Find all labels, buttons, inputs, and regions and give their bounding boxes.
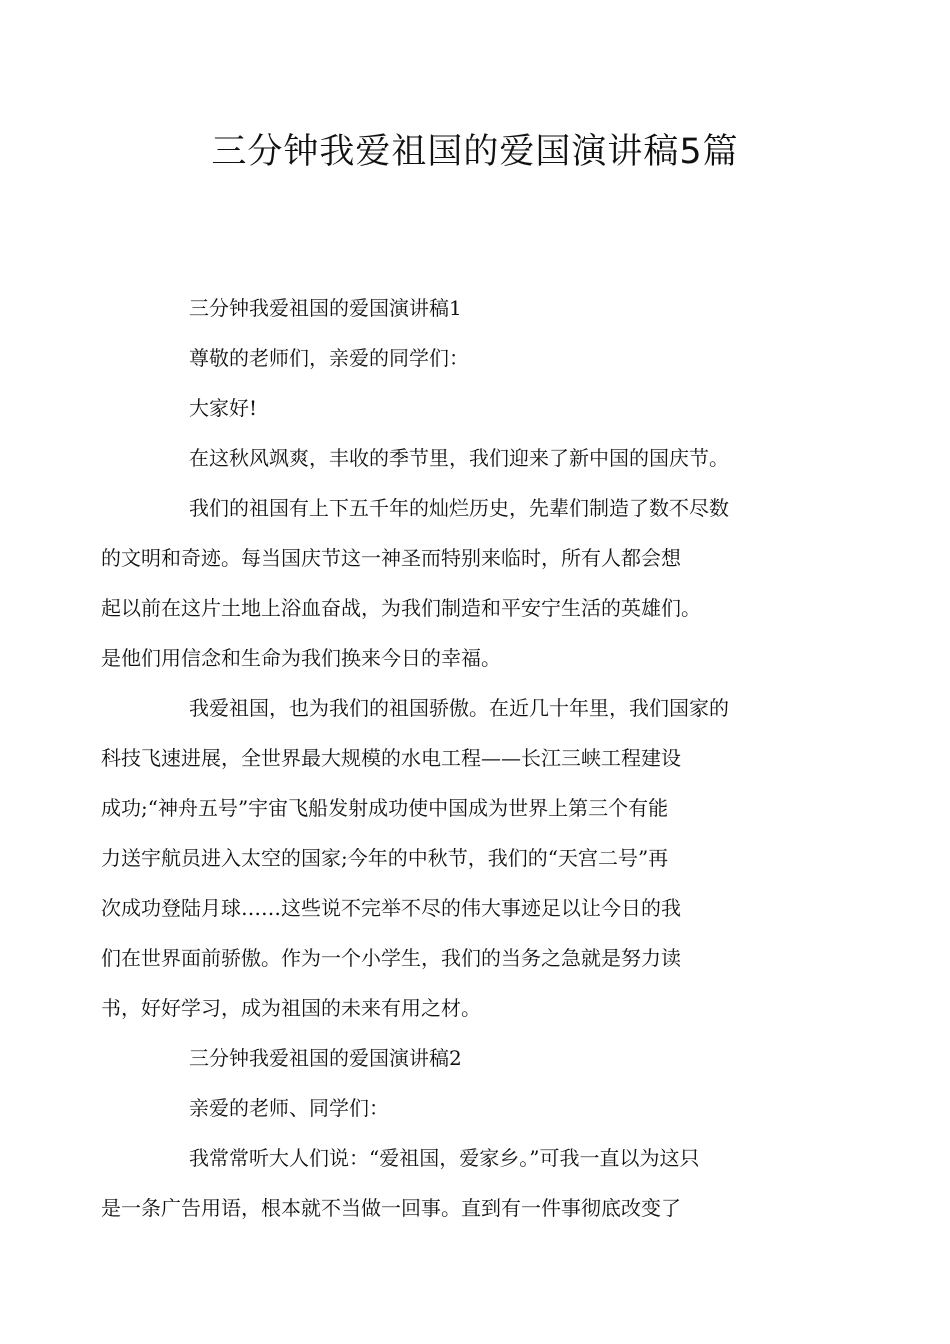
greeting — [145, 383, 810, 433]
text-line: 在这秋风飒爽，丰收的季节里，我们迎来了新中国的国庆节。 — [189, 446, 729, 470]
text-line: 三分钟我爱祖国的爱国演讲稿2 — [189, 1046, 462, 1070]
text-line: 次成功登陆月球……这些说不完举不尽的伟大事迹足以让今日的我 — [101, 896, 681, 920]
paragraph — [101, 683, 810, 1033]
salutation — [145, 333, 810, 383]
section-heading — [145, 1033, 810, 1083]
text-line: 们在世界面前骄傲。作为一个小学生，我们的当务之急就是努力读 — [101, 946, 681, 970]
text-line: 我爱祖国，也为我们的祖国骄傲。在近几十年里，我们国家的 — [189, 696, 729, 720]
text-line: 大家好! — [189, 396, 258, 420]
text-line: 我常常听大人们说：“爱祖国，爱家乡。”可我一直以为这只 — [189, 1146, 700, 1170]
text-line: 起以前在这片土地上浴血奋战，为我们制造和平安宁生活的英雄们。 — [101, 596, 701, 620]
text-line: 尊敬的老师们，亲爱的同学们： — [189, 346, 469, 370]
paragraph — [101, 1133, 810, 1233]
text-line: 三分钟我爱祖国的爱国演讲稿1 — [189, 296, 462, 320]
text-line: 是一条广告用语，根本就不当做一回事。直到有一件事彻底改变了 — [101, 1196, 681, 1220]
text-line: 亲爱的老师、同学们： — [189, 1096, 389, 1120]
text-line: 我们的祖国有上下五千年的灿烂历史，先辈们制造了数不尽数 — [189, 496, 729, 520]
document-title: 三分钟我爱祖国的爱国演讲稿5篇 — [211, 132, 739, 172]
salutation — [145, 1083, 810, 1133]
document-body — [101, 283, 810, 1233]
text-line: 力送宇航员进入太空的国家;今年的中秋节，我们的“天宫二号”再 — [101, 846, 669, 870]
text-line: 是他们用信念和生命为我们换来今日的幸福。 — [101, 646, 501, 670]
paragraph — [145, 433, 810, 483]
text-line: 科技飞速进展，全世界最大规模的水电工程——长江三峡工程建设 — [101, 746, 681, 770]
text-line: 成功;“神舟五号”宇宙飞船发射成功使中国成为世界上第三个有能 — [101, 796, 669, 820]
section-heading — [145, 283, 810, 333]
paragraph — [101, 483, 810, 683]
text-line: 书，好好学习，成为祖国的未来有用之材。 — [101, 996, 481, 1020]
text-line: 的文明和奇迹。每当国庆节这一神圣而特别来临时，所有人都会想 — [101, 546, 681, 570]
